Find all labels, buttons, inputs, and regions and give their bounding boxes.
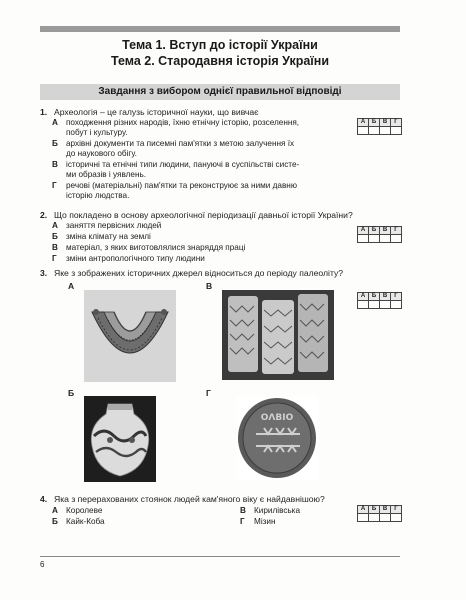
q2-option-v: В матеріал, з яких виготовлялися знаряддя праці	[52, 243, 246, 252]
q1-option-b-cont: до наукового обігу.	[66, 149, 137, 158]
painted-pot-image	[84, 396, 156, 482]
question-4-text: Яка з перерахованих стоянок людей кам'яного віку є найдавнішою?	[54, 494, 325, 504]
q1-option-b: Б архівні документи та писемні пам'ятки з метою залучення їх	[52, 139, 295, 148]
q4-answer-grid[interactable]: А Б В Г	[357, 505, 402, 514]
page-number: 6	[40, 560, 45, 569]
footer-divider	[40, 556, 400, 557]
question-2-number: 2.	[40, 210, 48, 220]
topic-2-title: Тема 2. Стародавня історія України	[110, 54, 330, 68]
q1-option-g: Г речові (матеріальні) пам'ятки та реконструює за ними давню	[52, 181, 297, 190]
svg-text:ΟΛΒΙΟ: ΟΛΒΙΟ	[260, 413, 294, 423]
image-b-label: В	[206, 281, 213, 291]
q2-option-a: А заняття первісних людей	[52, 221, 162, 230]
q4-answer-cells[interactable]	[357, 513, 402, 522]
ancient-coin-image	[236, 396, 318, 480]
section-title: Завдання з вибором однієї правильної відповіді	[40, 84, 400, 100]
q1-answer-grid[interactable]: А Б В Г	[357, 118, 402, 127]
q4-option-g: Г Мізин	[240, 517, 276, 526]
q2-answer-cells[interactable]	[357, 234, 402, 243]
q2-option-g: Г зміни антропологічного типу людини	[52, 254, 205, 263]
header-bar	[40, 26, 400, 32]
topic-1-title: Тема 1. Вступ до історії України	[122, 38, 318, 52]
q1-option-v-cont: ми образів і уявлень.	[66, 170, 147, 179]
question-3-number: 3.	[40, 268, 48, 278]
q4-option-v: В Кирилівська	[240, 506, 300, 515]
carved-bone-image	[222, 290, 334, 380]
q1-option-a-cont: побут і культуру.	[66, 128, 128, 137]
image-a-label: А	[68, 281, 75, 291]
q2-option-b: Б зміна клімату на землі	[52, 232, 151, 241]
q1-option-a: А походження різних народів, їхню етнічну історію, розселення,	[52, 118, 300, 127]
q3-answer-cells[interactable]	[357, 300, 402, 309]
question-3-text: Яке з зображених історичних джерел відноситься до періоду палеоліту?	[54, 268, 344, 278]
q2-answer-grid[interactable]: А Б В Г	[357, 226, 402, 235]
q1-option-g-cont: історію людства.	[66, 191, 130, 200]
image-g-label: Г	[206, 388, 211, 398]
pectoral-image	[84, 290, 176, 382]
question-4-number: 4.	[40, 494, 48, 504]
question-1-text: Археологія – це галузь історичної науки, що вивчає	[54, 107, 259, 117]
q4-option-b: Б Кайк-Коба	[52, 517, 105, 526]
question-1-number: 1.	[40, 107, 48, 117]
q4-option-a: А Королеве	[52, 506, 103, 515]
question-2-text: Що покладено в основу археологічної періодизації давньої історії України?	[54, 210, 353, 220]
q1-answer-cells[interactable]	[357, 126, 402, 135]
image-v-label: Б	[68, 388, 75, 398]
q3-answer-grid[interactable]: А Б В Г	[357, 292, 402, 301]
q1-option-v: В історичні та етнічні типи людини, пануючі в суспільстві систе-	[52, 160, 300, 169]
